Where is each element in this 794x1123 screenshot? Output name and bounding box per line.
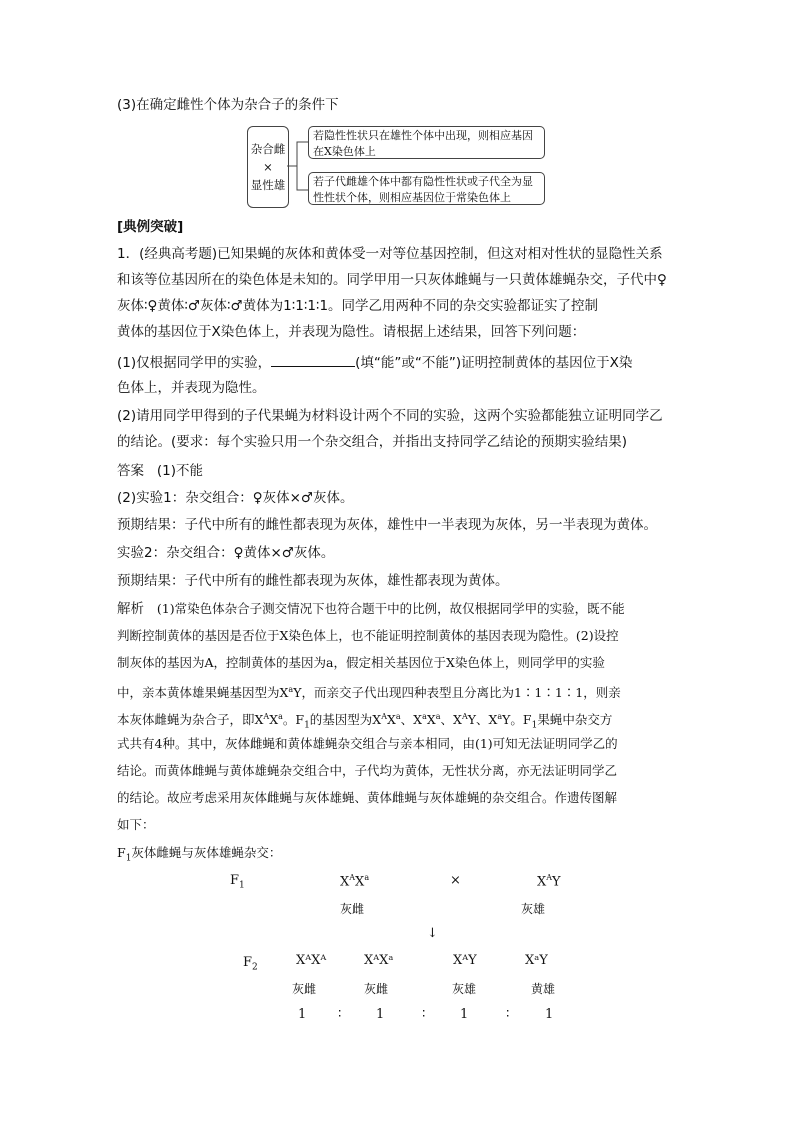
analysis-text: 本灰体雌蝇为杂合子，即X	[117, 712, 264, 728]
analysis-line: 结论。而黄体雌蝇与黄体雄蝇杂交组合中，子代均为黄体，无性状分离，亦无法证明同学乙	[117, 763, 618, 778]
question-line: 1．(经典高考题)已知果蝇的灰体和黄体受一对等位基因控制，但这对相对性状的显隐性关系	[117, 246, 663, 262]
subscript: 1	[125, 853, 132, 864]
f2-genotype: XᴬXᴬ	[296, 953, 327, 968]
analysis-line: 判断控制黄体的基因是否位于X染色体上，也不能证明控制黄体的基因表现为隐性。(2)设控	[117, 628, 619, 643]
diagram-cross-box	[247, 126, 289, 208]
superscript: a	[422, 712, 427, 721]
f2-label: $F_2$	[243, 955, 258, 973]
f1-female-genotype: $X^AX^a$	[340, 873, 370, 890]
f1-male-genotype: $X^AY$	[537, 873, 561, 890]
superscript: a	[395, 712, 401, 721]
subscript: 1	[304, 720, 310, 731]
ratio-value: 1	[298, 1007, 307, 1022]
analysis-text: Y。F	[502, 712, 532, 728]
f2-genotype: XᴬXᵃ	[364, 953, 394, 968]
superscript: A	[263, 712, 270, 721]
analysis-line	[117, 843, 281, 869]
superscript: A	[381, 712, 387, 721]
analysis-line	[117, 707, 612, 736]
answer-3: 预期结果：子代中所有的雌性都表现为灰体，雄性中一半表现为灰体，另一半表现为黄体。	[117, 517, 657, 533]
answer-line	[117, 461, 203, 481]
f1-label: $F_1$	[230, 873, 245, 891]
answer-2: (2)实验1：杂交组合：♀灰体×♂灰体。	[117, 490, 354, 506]
f2-genotype: XᴬY	[453, 953, 477, 968]
answer-label: 答案	[117, 463, 144, 479]
analysis-text: 。F	[282, 712, 305, 728]
section-title: [典例突破]	[117, 219, 184, 235]
subquestion-1-cont: 色体上，并表现为隐性。	[117, 380, 266, 396]
f1-female-phenotype: 灰雌	[340, 902, 365, 916]
f2-phenotype: 黄雄	[531, 982, 556, 996]
ratio-colon: ∶	[338, 1007, 342, 1022]
analysis-text: Y、X	[467, 712, 498, 728]
analysis-text: 的基因型为X	[309, 712, 382, 728]
analysis-line: 制灰体的基因为A，控制黄体的基因为a，假定相关基因位于X染色体上，则同学甲的实验	[117, 655, 605, 670]
analysis-line	[117, 599, 625, 619]
analysis-text: X	[426, 712, 436, 728]
f2-phenotype: 灰雄	[452, 982, 477, 996]
answer-blank[interactable]	[271, 352, 355, 367]
analysis-text: (1)常染色体杂合子测交情况下也符合题干中的比例，故仅根据同学甲的实验，既不能	[156, 601, 625, 616]
diagram-result-x: 若隐性性状只在雄性个体中出现，则相应基因在X染色体上	[308, 126, 545, 159]
analysis-text: 中，亲本黄体雄果蝇基因型为X	[117, 685, 289, 701]
f2-genotype: XᵃY	[525, 953, 548, 968]
analysis-text: F	[117, 845, 126, 860]
superscript: a	[288, 685, 294, 694]
diagram-left-line3: 显性雄	[250, 178, 286, 192]
subquestion-1	[117, 352, 632, 373]
answer-4: 实验2：杂交组合：♀黄体×♂灰体。	[117, 545, 335, 561]
analysis-line	[117, 680, 621, 703]
ratio-value: 1	[376, 1007, 385, 1022]
analysis-label: 解析	[117, 601, 144, 617]
analysis-text: 果蝇中杂交方	[537, 712, 613, 728]
analysis-text: 灰体雌蝇与灰体雄蝇杂交：	[131, 845, 282, 860]
diagram-result-autosome: 若子代雌雄个体中都有隐性性状或子代全为显性性状个体，则相应基因位于常染色体上	[308, 172, 545, 205]
superscript: A	[461, 712, 468, 721]
f2-phenotype: 灰雌	[292, 982, 317, 996]
ratio-value: 1	[545, 1007, 554, 1022]
intro-text: (3)在确定雌性个体为杂合子的条件下	[117, 97, 339, 113]
subquestion-2: (2)请用同学甲得到的子代果蝇为材料设计两个不同的实验，这两个实验都能独立证明同学乙	[117, 408, 663, 424]
subquestion-2-cont: 的结论。(要求：每个实验只用一个杂交组合，并指出支持同学乙结论的预期实验结果)	[117, 434, 628, 450]
f1-male-phenotype: 灰雄	[521, 902, 546, 916]
subquestion-1-suffix: (填“能”或“不能”)证明控制黄体的基因位于X染	[355, 355, 633, 371]
cross-symbol: ×	[450, 873, 461, 888]
analysis-text: Y，而亲交子代出现四种表型且分离比为1∶1∶1∶1，则亲	[293, 685, 621, 701]
analysis-text: X	[269, 712, 279, 728]
diagram-left-line1: 杂合雌	[250, 142, 286, 156]
question-line: 黄体的基因位于X染色体上，并表现为隐性。请根据上述结果，回答下列问题：	[117, 324, 586, 340]
analysis-text: X	[386, 712, 396, 728]
analysis-line: 式共有4种。其中，灰体雌蝇和黄体雄蝇杂交组合与亲本相同，由(1)可知无法证明同学乙的	[117, 736, 618, 751]
analysis-line: 的结论。故应考虑采用灰体雌蝇与灰体雄蝇、黄体雌蝇与灰体雄蝇的杂交组合。作遗传图解	[117, 790, 618, 805]
superscript: a	[497, 712, 503, 721]
arrow-down-icon: ↓	[427, 926, 438, 941]
analysis-text: 、X	[440, 712, 462, 728]
analysis-text: 、X	[400, 712, 423, 728]
answer-5: 预期结果：子代中所有的雌性都表现为灰体，雄性都表现为黄体。	[117, 573, 509, 589]
diagram-brace	[287, 140, 309, 194]
superscript: a	[435, 712, 441, 721]
subquestion-1-prefix: (1)仅根据同学甲的实验，	[117, 355, 272, 371]
answer-1: (1)不能	[156, 463, 203, 479]
superscript: a	[278, 712, 283, 721]
ratio-colon: ∶	[422, 1007, 426, 1022]
ratio-value: 1	[460, 1007, 469, 1022]
question-line: 和该等位基因所在的染色体是未知的。同学甲用一只灰体雌蝇与一只黄体雄蝇杂交，子代中♀	[117, 272, 667, 288]
subscript: 1	[531, 720, 538, 731]
analysis-line: 如下：	[117, 817, 155, 832]
ratio-colon: ∶	[506, 1007, 510, 1022]
diagram-left-line2: ×	[263, 160, 273, 174]
question-line: 灰体∶♀黄体∶♂灰体∶♂黄体为1∶1∶1∶1。同学乙用两种不同的杂交实验都证实了控制	[117, 298, 599, 314]
f2-phenotype: 灰雌	[364, 982, 389, 996]
